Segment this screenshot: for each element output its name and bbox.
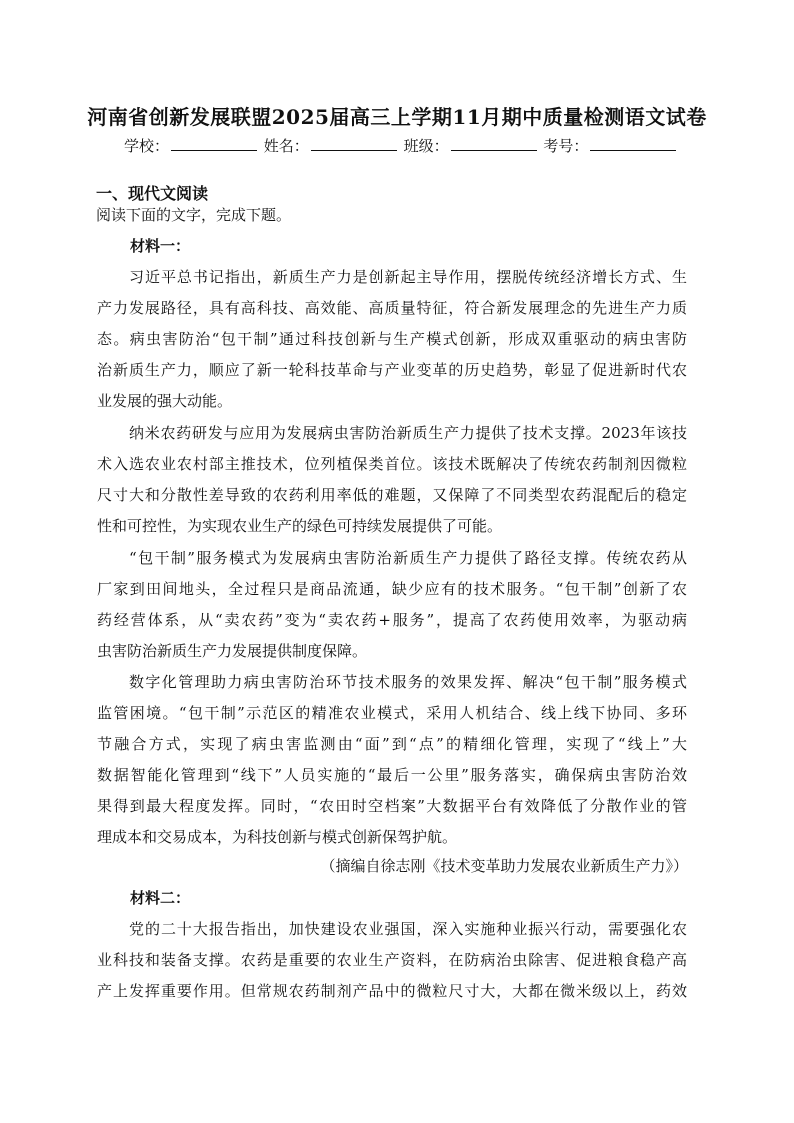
exam-number-label: 考号： (543, 137, 589, 155)
text-line: 习近平总书记指出，新质生产力是创新起主导作用，摆脱传统经济增长方式、生 (129, 268, 687, 286)
text-line: 厂家到田间地头，全过程只是商品流通，缺少应有的技术服务。“包干制”创新了农 (97, 580, 687, 598)
text-line: 业科技和装备支撑。农药是重要的农业生产资料，在防病治虫除害、促进粮食稳产高 (97, 951, 687, 969)
text-line: 业发展的强大动能。 (97, 392, 233, 410)
school-label: 学校： (124, 137, 170, 155)
text-line: 态。病虫害防治“包干制”通过科技创新与生产模式创新，形成双重驱动的病虫害防 (97, 330, 687, 348)
text-line: 产力发展路径，具有高科技、高效能、高质量特征，符合新发展理念的先进生产力质 (97, 299, 687, 317)
text-line: 果得到最大程度发挥。同时，“农田时空档案”大数据平台有效降低了分散作业的管 (97, 797, 687, 815)
text-line: 数字化管理助力病虫害防治环节技术服务的效果发挥、解决“包干制”服务模式 (129, 673, 687, 691)
class-label: 班级： (403, 137, 449, 155)
text-line: 纳米农药研发与应用为发展病虫害防治新质生产力提供了技术支撑。2023年该技 (129, 424, 687, 442)
class-blank[interactable] (451, 136, 537, 151)
text-line: 虫害防治新质生产力发展提供制度保障。 (97, 642, 368, 660)
section-heading: 一、现代文阅读 (96, 184, 209, 203)
text-line: 治新质生产力，顺应了新一轮科技革命与产业变革的历史趋势，彰显了促进新时代农 (97, 361, 687, 379)
student-info-line (124, 135, 678, 156)
paragraph (97, 914, 687, 1007)
text-line: 尺寸大和分散性差导致的农药利用率低的难题，又保障了不同类型农药混配后的稳定 (97, 486, 687, 504)
text-line: 节融合方式，实现了病虫害监测由“面”到“点”的精细化管理，实现了“线上”大 (97, 735, 687, 753)
text-line: 术入选农业农村部主推技术，位列植保类首位。该技术既解决了传统农药制剂因微粒 (97, 455, 687, 473)
text-line: 药经营体系，从“卖农药”变为“卖农药+服务”，提高了农药使用效率，为驱动病 (97, 611, 687, 629)
text-line: 产上发挥重要作用。但常规农药制剂产品中的微粒尺寸大，大都在微米级以上，药效 (97, 982, 687, 1000)
paragraph (97, 262, 687, 417)
instruction: 阅读下面的文字，完成下题。 (96, 206, 292, 224)
name-blank[interactable] (311, 136, 397, 151)
text-line: 党的二十大报告指出，加快建设农业强国，深入实施种业振兴行动，需要强化农 (129, 920, 687, 938)
name-label: 姓名： (263, 137, 309, 155)
text-line: 监管困境。“包干制”示范区的精准农业模式，采用人机结合、线上线下协同、多环 (97, 704, 687, 722)
exam-title: 河南省创新发展联盟2025届高三上学期11月期中质量检测语文试卷 (87, 105, 707, 129)
text-line: 性和可控性，为实现农业生产的绿色可持续发展提供了可能。 (97, 517, 503, 535)
paragraph (97, 418, 687, 542)
text-line: 理成本和交易成本，为科技创新与模式创新保驾护航。 (97, 828, 458, 846)
material-two-label: 材料二： (130, 889, 191, 907)
exam-number-blank[interactable] (590, 136, 676, 151)
paragraph (97, 543, 687, 667)
text-line: “包干制”服务模式为发展病虫害防治新质生产力提供了路径支撑。传统农药从 (129, 549, 687, 567)
school-blank[interactable] (171, 136, 257, 151)
material-one-label: 材料一： (130, 237, 191, 255)
source-citation: （摘编自徐志刚《技术变革助力发展农业新质生产力》） (320, 857, 688, 875)
paragraph (97, 667, 687, 853)
text-line: 数据智能化管理到“线下”人员实施的“最后一公里”服务落实，确保病虫害防治效 (97, 766, 687, 784)
